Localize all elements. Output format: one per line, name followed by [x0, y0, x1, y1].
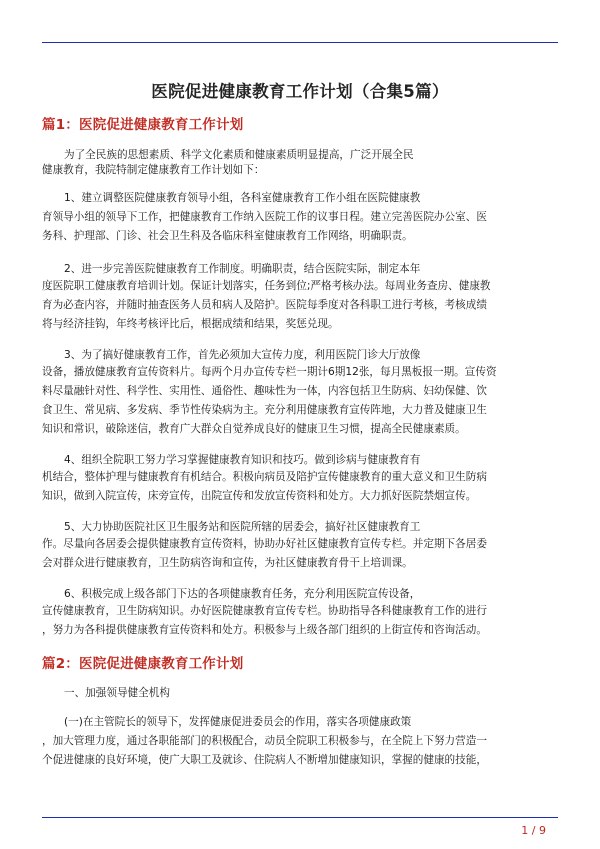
paragraph-line: 5、大力协助医院社区卫生服务站和医院所辖的居委会，搞好社区健康教育工	[64, 521, 421, 533]
paragraph-line: ，努力为各科提供健康教育宣传资料和处方。积极参与上级各部门组织的上街宣传和咨询活动。	[42, 624, 487, 636]
header-rule	[42, 42, 558, 43]
paragraph-line: 务科、护理部、门诊、社会卫生科及各临床科室健康教育工作网络，明确职责。	[42, 230, 413, 242]
paragraph-line: 作。尽量向各居委会提供健康教育宣传资料，协助办好社区健康教育宣传专栏。并定期下各居委	[42, 538, 487, 550]
paragraph-line: 4、组织全院职工努力学习掌握健康教育知识和技巧。做到诊病与健康教育有	[64, 454, 421, 466]
paragraph-line: 将与经济挂钩，年终考核评比后，根据成绩和结果，奖惩兑现。	[42, 318, 339, 330]
paragraph-line: 机结合，整体护理与健康教育有机结合。积极向病员及陪护宣传健康教育的重大意义和卫生防病	[42, 471, 487, 483]
paragraph-line: 会对群众进行健康教育，卫生防病咨询和宣传，为社区健康教育骨干上培训课。	[42, 557, 413, 569]
paragraph-line: 食卫生、常见病、多发病、季节性传染病为主。充分利用健康教育宣传阵地，大力普及健康卫生	[42, 404, 487, 416]
paragraph-line: 设备，播放健康教育宣传资料片。每两个月办宣传专栏一期计6期12张，每月黑板报一期。宣传资	[42, 366, 497, 378]
paragraph-line: 个促进健康的良好环境，使广大职工及就诊、住院病人不断增加健康知识，掌握的健康的技能，	[42, 754, 487, 766]
paragraph-line: 知识和常识，破除迷信，教育广大群众自觉养成良好的健康卫生习惯，提高全民健康素质。	[42, 423, 466, 435]
paragraph-line: 健康教育，我院特制定健康教育工作计划如下：	[42, 164, 265, 176]
paragraph-line: 3、为了搞好健康教育工作，首先必须加大宣传力度，利用医院门诊大厅放像	[64, 349, 421, 361]
paragraph-line: ，加大管理力度，通过各职能部门的积极配合，动员全院职工积极参与，在全院上下努力营造一	[42, 735, 487, 747]
document-title: 医院促进健康教育工作计划（合集5篇）	[151, 82, 449, 101]
paragraph-line: 料尽量融针对性、科学性、实用性、通俗性、趣味性为一体，内容包括卫生防病、妇幼保健、饮	[42, 385, 487, 397]
section-heading: 篇2：医院促进健康教育工作计划	[42, 656, 244, 672]
paragraph-line: 度医院职工健康教育培训计划。保证计划落实，任务到位;严格考核办法。每周业务查房、健康教	[42, 280, 491, 292]
footer-rule	[42, 817, 558, 818]
paragraph-line: 1、建立调整医院健康教育领导小组，各科室健康教育工作小组在医院健康教	[64, 192, 421, 204]
paragraph-line: 育领导小组的领导下工作，把健康教育工作纳入医院工作的议事日程。建立完善医院办公室、医	[42, 211, 487, 223]
page-number: 1 / 9	[521, 824, 546, 837]
paragraph-line: 为了全民族的思想素质、科学文化素质和健康素质明显提高，广泛开展全民	[64, 149, 414, 161]
paragraph-line: (一)在主管院长的领导下，发挥健康促进委员会的作用，落实各项健康政策	[64, 716, 412, 728]
paragraph-line: 一、加强领导健全机构	[64, 687, 170, 699]
paragraph-line: 2、进一步完善医院健康教育工作制度。明确职责，结合医院实际，制定本年	[64, 263, 421, 275]
paragraph-line: 育为必查内容，并随时抽查医务人员和病人及陪护。医院每季度对各科职工进行考核，考核成绩	[42, 299, 487, 311]
paragraph-line: 6、积极完成上级各部门下达的各项健康教育任务，充分利用医院宣传设备，	[64, 588, 421, 600]
paragraph-line: 知识，做到入院宣传，床旁宣传，出院宣传和发放宣传资料和处方。大力抓好医院禁烟宣传。	[42, 490, 477, 502]
paragraph-line: 宣传健康教育，卫生防病知识。办好医院健康教育宣传专栏。协助指导各科健康教育工作的进行	[42, 605, 487, 617]
section-heading: 篇1：医院促进健康教育工作计划	[42, 117, 244, 133]
